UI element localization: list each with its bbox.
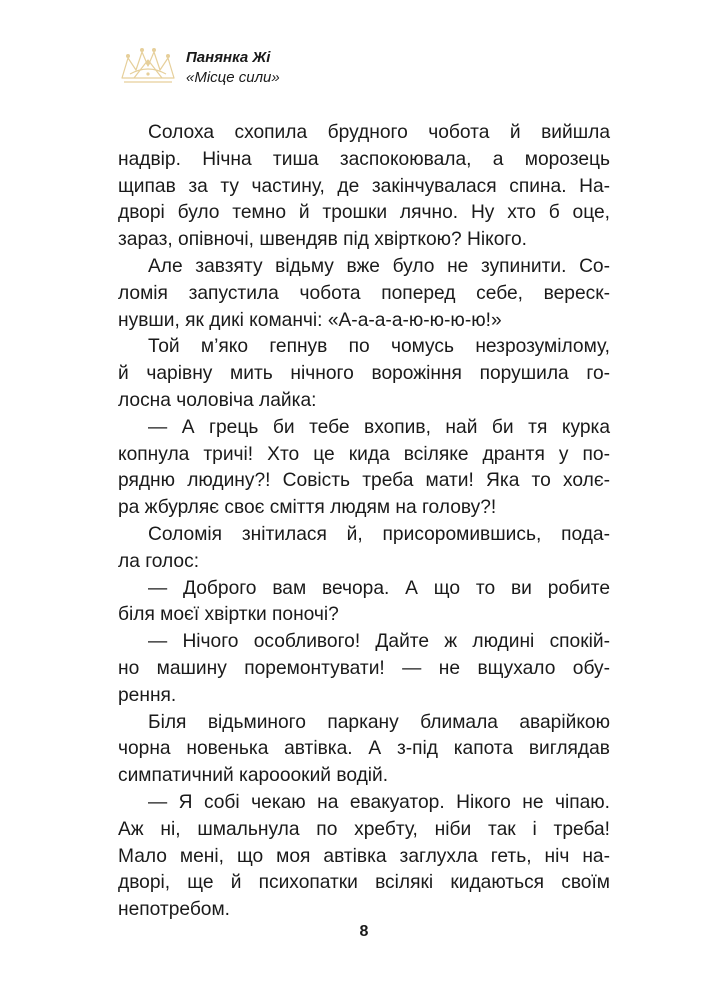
text-line: — Нічого особливого! Дайте ж людині спокій- xyxy=(148,631,610,653)
text-line: — Доброго вам вечора. А що то ви робите xyxy=(148,577,610,599)
crown-icon xyxy=(118,44,178,86)
text-line: но машину поремонтувати! — не вщухало обу- xyxy=(118,657,610,679)
text-line: Біля відьминого паркану блимала аварійкою xyxy=(148,711,610,733)
text-line: — Я собі чекаю на евакуатор. Нікого не чіпаю. xyxy=(148,791,610,813)
text-line: Соломія знітилася й, присоромившись, пода- xyxy=(148,523,610,545)
text-line: — А грець би тебе вхопив, най би тя курка xyxy=(148,416,610,438)
text-line: непотребом. xyxy=(118,899,231,921)
text-line: рядню людину?! Совість треба мати! Яка то холє- xyxy=(118,470,610,492)
text-line: дворі було темно й трошки лячно. Ну хто б оце, xyxy=(118,202,610,224)
text-line: зараз, опівночі, швендяв під хвірткою? Нікого. xyxy=(118,229,528,251)
text-line: Той м’яко гепнув по чомусь незрозумілому, xyxy=(148,336,610,358)
text-line: біля моєї хвіртки поночі? xyxy=(118,604,339,626)
text-line: надвір. Нічна тиша заспокоювала, а морозець xyxy=(118,148,610,170)
text-line: рення. xyxy=(118,684,177,706)
text-line: щипав за ту частину, де закінчувалася спина. На- xyxy=(118,175,610,197)
page-number: 8 xyxy=(359,923,369,940)
text-line: Але завзяту відьму вже було не зупинити. Со- xyxy=(148,255,610,277)
text-line: Аж ні, шмальнула по хребту, ніби так і треба! xyxy=(118,818,610,840)
text-line: Солоха схопила брудного чобота й вийшла xyxy=(148,122,610,143)
page-body xyxy=(118,120,610,924)
text-line: ра жбурляє своє сміття людям на голову?! xyxy=(118,497,497,519)
running-header xyxy=(118,44,418,94)
header-text xyxy=(186,48,280,88)
book-author: Панянка Жі xyxy=(186,49,271,66)
text-line: ла голос: xyxy=(118,550,200,572)
text-line: копнула тричі! Хто це кида всіляке дрантя у по- xyxy=(118,443,610,465)
text-line: ломія запустила чобота поперед себе, вереск- xyxy=(118,282,610,304)
text-line: й чарівну мить нічного ворожіння порушила го- xyxy=(118,363,610,385)
text-line: нувши, як дикі команчі: «А-а-а-а-ю-ю-ю-ю!» xyxy=(118,309,502,331)
text-line: Мало мені, що моя автівка заглухла геть, ніч на- xyxy=(118,845,610,867)
text-line: дворі, ще й психопатки всілякі кидаються своїм xyxy=(118,872,610,894)
text-line: симпатичний карооокий водій. xyxy=(118,765,389,787)
text-line: чорна новенька автівка. А з-під капота виглядав xyxy=(118,738,610,760)
book-title: «Місце сили» xyxy=(186,69,280,86)
text-line: лосна чоловіча лайка: xyxy=(118,389,317,411)
